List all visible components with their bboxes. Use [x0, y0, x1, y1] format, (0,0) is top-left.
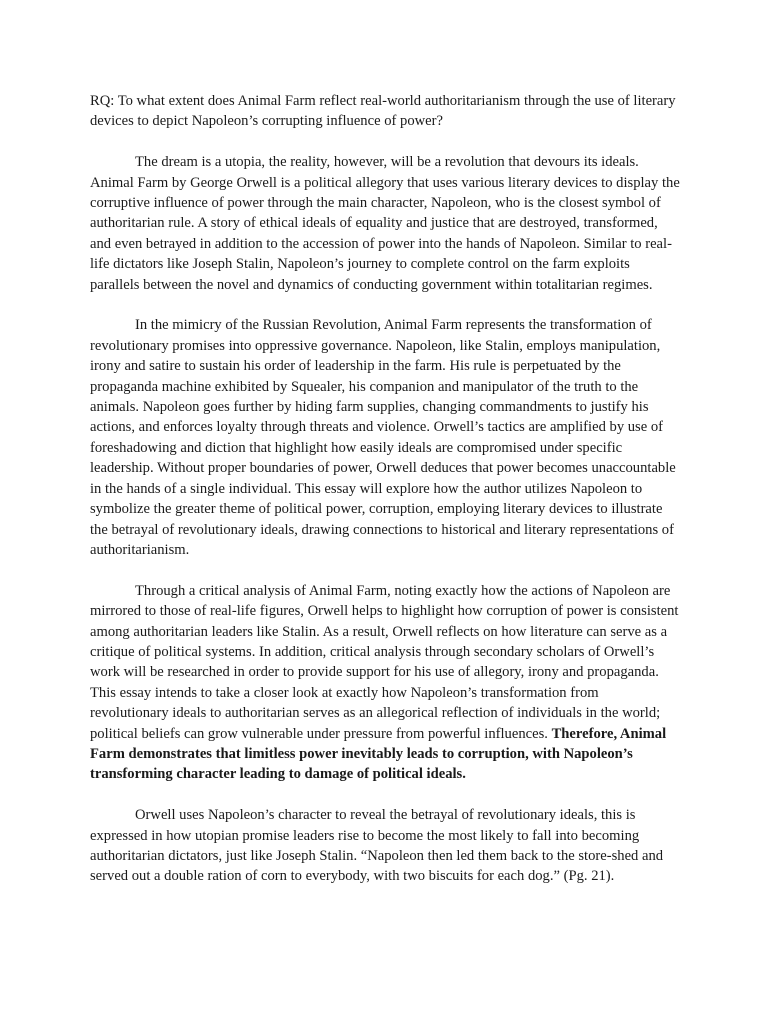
paragraph-context: In the mimicry of the Russian Revolution, Animal Farm represents the transformation of revolutionary promises into oppressive governance. Napoleon, like Stalin, employs manipulation, irony and satire to sustain his order of leadership in the farm. His rule is perpetuated by the propaganda machine exhibited by Squealer, his companion and manipulator of the truth to the animals. Napoleon goes further by hiding farm supplies, changing commandments to justify his actions, and enforces loyalty through threats and violence. Orwell’s tactics are amplified by use of foreshadowing and diction that highlight how easily ideals are compromised under specific leadership. Without proper boundaries of power, Orwell deduces that power becomes unaccountable in the hands of a single individual. This essay will explore how the author utilizes Napoleon to symbolize the greater theme of political power, corruption, employing literary devices to illustrate the betrayal of revolutionary ideals, drawing connections to historical and literary representations of authoritarianism. [90, 317, 676, 558]
thesis-statement: Therefore, Animal Farm demonstrates that limitless power inevitably leads to corruption, with Napoleon’s transforming character leading to damage of political ideals. [90, 725, 667, 783]
paragraph-thesis-body: Through a critical analysis of Animal Farm, noting exactly how the actions of Napoleon are mirrored to those of real-life figures, Orwell helps to highlight how corruption of power is consistent among authoritarian leaders like Stalin. As a result, Orwell reflects on how literature can serve as a critique of political systems. In addition, critical analysis through secondary scholars of Orwell’s work will be researched in order to provide support for his use of allegory, irony and propaganda. This essay intends to take a closer look at exactly how Napoleon’s transformation from revolutionary ideals to authoritarian serves as an allegorical reflection of individuals in the world; political beliefs can grow vulnerable under pressure from powerful influences. [90, 582, 679, 742]
research-question: RQ: To what extent does Animal Farm reflect real-world authoritarianism through the use of literary devices to depict Napoleon’s corrupting influence of power? [90, 93, 676, 130]
paragraph-body-1: Orwell uses Napoleon’s character to reveal the betrayal of revolutionary ideals, this is expressed in how utopian promise leaders rise to become the most likely to fall into becoming authoritarian dictators, just like Joseph Stalin. “Napoleon then led them back to the store-shed and served out a double ration of corn to everybody, with two biscuits for each dog.” (Pg. 21). [90, 807, 664, 885]
paragraph-introduction: The dream is a utopia, the reality, however, will be a revolution that devours its ideals. Animal Farm by George Orwell is a political allegory that uses various literary devices to display the corruptive influence of power through the main character, Napoleon, who is the closest symbol of authoritarian rule. A story of ethical ideals of equality and justice that are destroyed, transformed, and even betrayed in addition to the accession of power into the hands of Napoleon. Similar to real-life dictators like Joseph Stalin, Napoleon’s journey to complete control on the farm exploits parallels between the novel and dynamics of conducting government within totalitarian regimes. [90, 154, 680, 293]
document-page [90, 91, 680, 907]
paragraph-thesis [90, 581, 680, 785]
